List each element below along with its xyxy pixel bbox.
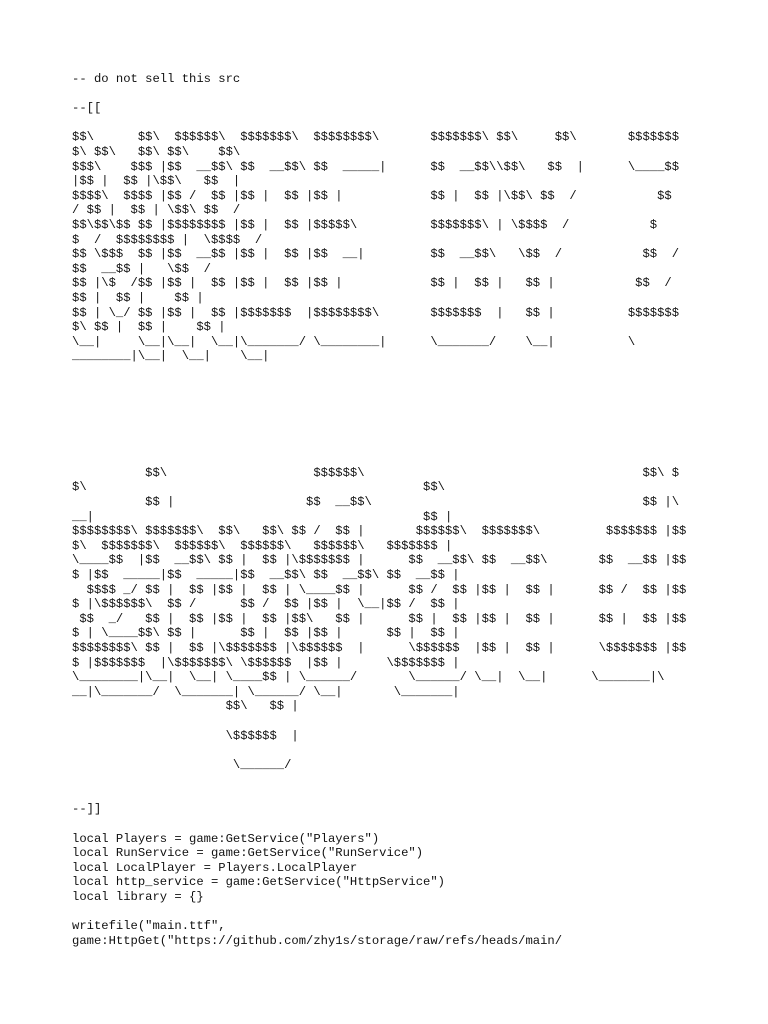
comment-line: -- do not sell this src [72,72,241,86]
code-block [72,832,700,905]
code-line: local RunService = game:GetService("RunService") [72,846,424,861]
ascii-art-line: \__| \__|\__| \__|\_______/ \________| \_______/ \__| \ [72,334,636,349]
ascii-art-line: $\ $$ | $$ | $$ | [72,320,226,335]
code-line: writefile("main.ttf", [72,919,226,934]
ascii-art-line: |$$ | $$ |\$$\ $$ | [72,174,241,189]
ascii-art-line: / $$ | $$ | \$$\ $$ / [72,203,241,218]
ascii-banner-1 [72,130,700,364]
block-comment-open: --[[ [72,101,102,116]
ascii-art-line: $\ $$\ [72,480,445,495]
code-line: local Players = game:GetService("Players") [72,831,380,846]
ascii-art-line: $$\$$\$$ $$ |$$$$$$$$ |$$ | $$ |$$$$$\ $$$$$$$\ | \$$$$ / $ [72,217,658,232]
ascii-art-line: $$ __$$ | \$$ / [72,261,211,276]
ascii-art-line: $ |\$$$$$$\ $$ / $$ / $$ |$$ | \__|$$ / $$ | [72,597,460,612]
ascii-art-line: $ / $$$$$$$$ | \$$$$ / [72,232,263,247]
ascii-art-line: $$$\ $$$ |$$ __$$\ $$ __$$\ $$ _____| $$ __$$\\$$\ $$ | \____$$ [72,159,680,174]
code-line: local library = {} [72,889,204,904]
writefile-code [72,919,700,948]
code-line: local http_service = game:GetService("HttpService") [72,875,445,890]
ascii-art-line: $$ |\$ /$$ |$$ | $$ |$$ | $$ |$$ | $$ | $$ | $$ | $$ / [72,276,672,291]
ascii-art-line: $$$$\ $$$$ |$$ / $$ |$$ | $$ |$$ | $$ | $$ |\$$\ $$ / $$ [72,188,672,203]
ascii-art-line: ________|\__| \__| \__| [72,349,270,364]
ascii-art-line: $\ $$$$$$$\ $$$$$$\ $$$$$$\ $$$$$$\ $$$$$$$ | [72,538,453,553]
ascii-art-line: $$\ $$$$$$\ $$\ $ [72,465,680,480]
ascii-art-line: \$$$$$$ | [72,728,299,743]
ascii-art-line [72,714,700,729]
ascii-banner-2 [72,466,700,772]
ascii-art-line: $\ $$\ $$\ $$\ $$\ [72,144,241,159]
ascii-art-line: __|\_______/ \_______| \______/ \__| \_______| [72,684,460,699]
ascii-art-line [72,743,700,758]
ascii-art-line: $$ \$$$ $$ |$$ __$$ |$$ | $$ |$$ __| $$ __$$\ \$$ / $$ / [72,247,680,262]
document-page [72,72,700,948]
ascii-art-line: \____$$ |$$ __$$\ $$ | $$ |\$$$$$$$ | $$ __$$\ $$ __$$\ $$ __$$ |$$ [72,553,687,568]
ascii-art-line: $$ _/ $$ | $$ |$$ | $$ |$$\ $$ | $$ | $$ |$$ | $$ | $$ | $$ |$$ [72,611,687,626]
ascii-art-line: $$$$$$$$\ $$$$$$$\ $$\ $$\ $$ / $$ | $$$$$$\ $$$$$$$\ $$$$$$$ |$$ [72,524,687,539]
code-line: local LocalPlayer = Players.LocalPlayer [72,860,358,875]
ascii-art-line: $ |$$ _____|$$ _____|$$ __$$\ $$ __$$\ $$ __$$ | [72,568,460,583]
ascii-art-line: \________|\__| \__| \____$$ | \______/ \______/ \__| \__| \_______|\ [72,670,665,685]
ascii-art-line: $ |$$$$$$$ |\$$$$$$$\ \$$$$$$ |$$ | \$$$$$$$ | [72,655,460,670]
ascii-art-line: $$$$ _/ $$ | $$ |$$ | $$ | \____$$ | $$ / $$ |$$ | $$ | $$ / $$ |$$ [72,582,687,597]
ascii-art-line: \______/ [72,757,292,772]
ascii-art-line: __| $$ | [72,509,453,524]
ascii-art-line: $$$$$$$$\ $$ | $$ |\$$$$$$$ |\$$$$$$ | \$$$$$$ |$$ | $$ | \$$$$$$$ |$$ [72,641,687,655]
ascii-art-line: $$ | \_/ $$ |$$ | $$ |$$$$$$$ |$$$$$$$$\ $$$$$$$ | $$ | $$$$$$$ [72,305,680,320]
ascii-art-line: $$ | $$ | $$ | [72,290,204,305]
block-comment-close: --]] [72,802,102,817]
ascii-art-line: $ | \____$$\ $$ | $$ | $$ |$$ | $$ | $$ | [72,626,460,641]
ascii-art-line: $$\ $$ | [72,699,299,714]
ascii-art-line: $$ | $$ __$$\ $$ |\ [72,495,680,510]
code-line: game:HttpGet("https://github.com/zhy1s/storage/raw/refs/heads/main/ [72,933,563,948]
ascii-art-line: $$\ $$\ $$$$$$\ $$$$$$$\ $$$$$$$$\ $$$$$$$\ $$\ $$\ $$$$$$$ [72,130,680,145]
